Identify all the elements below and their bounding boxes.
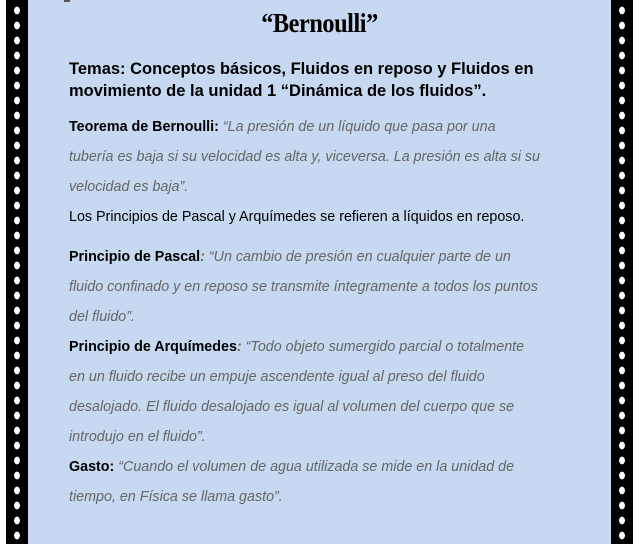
bernoulli-quote-line-1: “La presión de un líquido que pasa por una (222, 119, 496, 135)
gasto-quote-line-2: tiempo, en Física se llama gasto”. (69, 489, 283, 505)
document-page (28, 0, 611, 544)
arquimedes-quote-line-2: en un fluido recibe un empuje ascendente igual al preso del fluido (69, 369, 485, 385)
page-corner-mark (64, 0, 70, 2)
pascal-quote-line-2: fluido confinado y en reposo se transmite íntegramente a todos los puntos (69, 279, 538, 295)
document-title: “Bernoulli” (261, 8, 378, 38)
pascal-quote-line-1: “Un cambio de presión en cualquier parte de un (208, 249, 511, 265)
left-film-strip-border (6, 0, 28, 544)
pascal-paragraph (69, 242, 599, 512)
gasto-label: Gasto: (69, 459, 115, 475)
bernoulli-paragraph (69, 112, 599, 232)
arquimedes-label: Principio de Arquímedes (69, 339, 237, 355)
gasto-quote-line-1: “Cuando el volumen de agua utilizada se mide en la unidad de (118, 459, 515, 475)
pascal-arquimedes-note: Los Principios de Pascal y Arquímedes se refieren a líquidos en reposo. (69, 209, 525, 225)
topics-heading (69, 58, 589, 102)
pascal-label: Principio de Pascal (69, 249, 201, 265)
right-film-strip-border (611, 0, 633, 544)
bernoulli-quote-line-3: velocidad es baja”. (69, 179, 189, 195)
pascal-label-colon: : (200, 249, 205, 265)
topics-line-1: Temas: Conceptos básicos, Fluidos en reposo y Fluidos en (69, 60, 534, 78)
bernoulli-quote-line-2: tubería es baja si su velocidad es alta y, viceversa. La presión es alta si su (69, 149, 540, 165)
arquimedes-label-colon: : (236, 339, 242, 355)
arquimedes-quote-line-4: introdujo en el fluido”. (69, 429, 206, 445)
arquimedes-quote-line-1: “Todo objeto sumergido parcial o totalmente (245, 339, 525, 355)
arquimedes-quote-line-3: desalojado. El fluido desalojado es igual al volumen del cuerpo que se (69, 399, 515, 415)
topics-line-2: movimiento de la unidad 1 “Dinámica de los fluidos”. (69, 82, 487, 100)
pascal-quote-line-3: del fluido”. (69, 309, 135, 325)
bernoulli-label: Teorema de Bernoulli: (69, 119, 219, 135)
